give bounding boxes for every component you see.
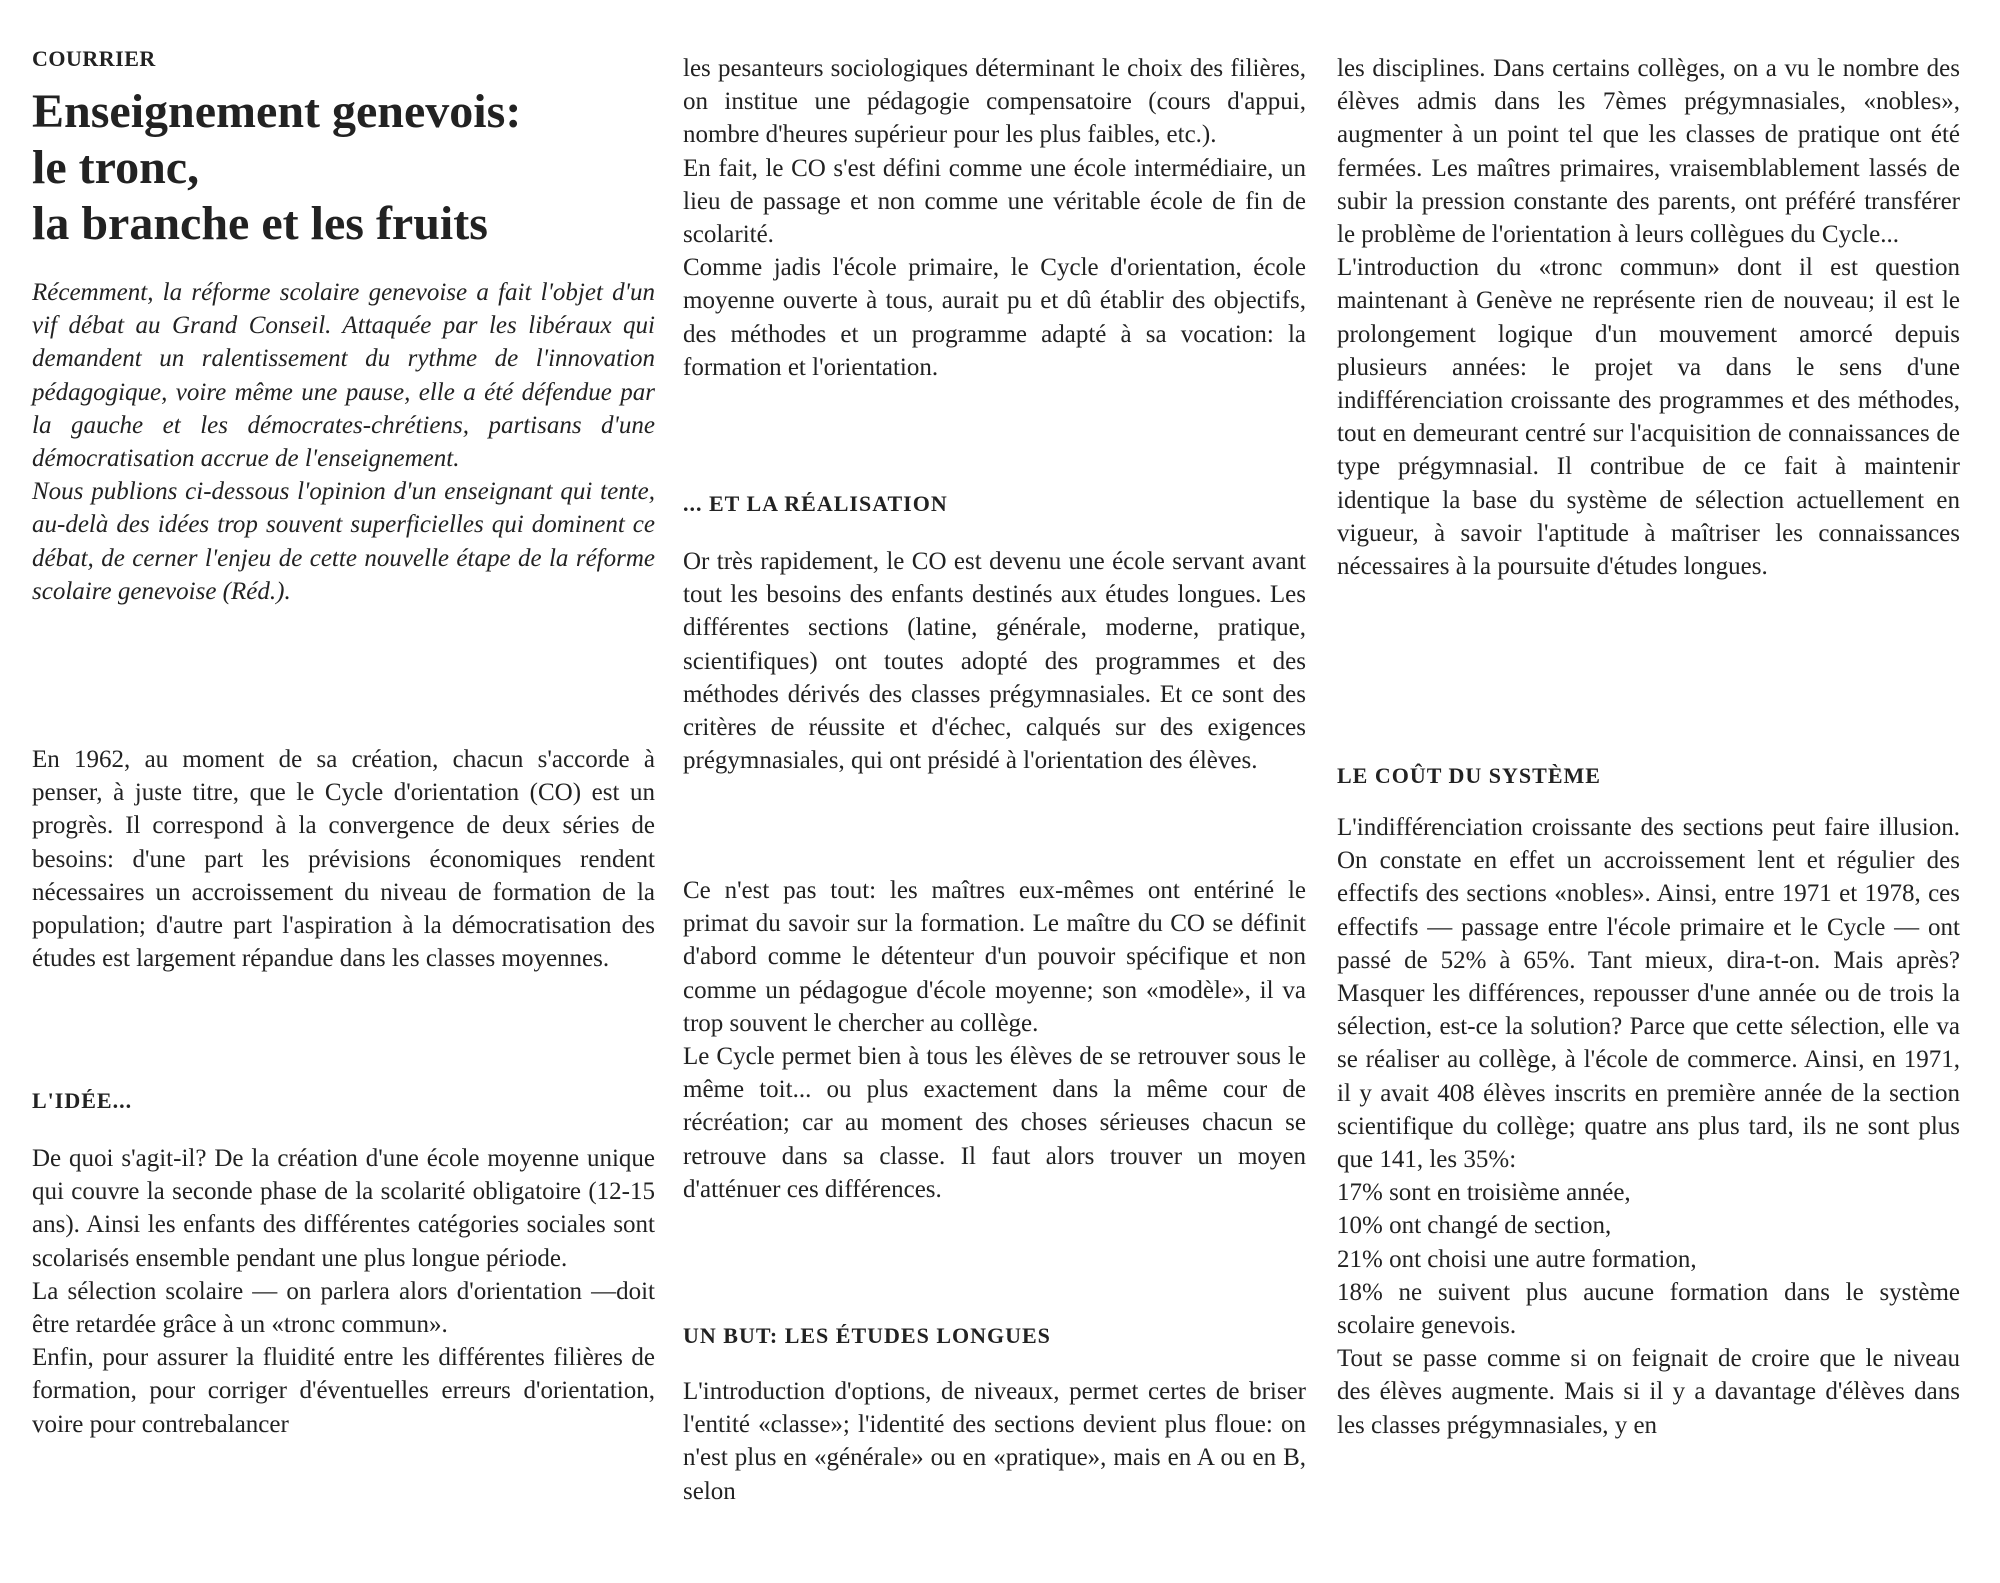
stat-line: 17% sont en troisième année,	[1337, 1179, 1631, 1207]
continuation-block	[1337, 52, 1960, 583]
body-paragraph: Le Cycle permet bien à tous les élèves de se retrouver sous le même toit... ou plus exactement dans la même cour de récréation; car au moment des choses sérieuses chacun se retrouve dans sa classe. Il faut alors trouver un moyen d'atténuer ces différences.	[683, 1043, 1306, 1203]
body-paragraph: L'introduction d'options, de niveaux, permet certes de briser l'entité «classe»; l'identité des sections devient plus floue: on n'est plus en «générale» ou en «pratique», mais en A ou en B, selon	[683, 1378, 1306, 1505]
continuation-block	[683, 52, 1306, 384]
headline-line-3: la branche et les fruits	[32, 197, 488, 250]
body-paragraph: Or très rapidement, le CO est devenu une école servant avant tout les besoins des enfants destinés aux études longues. Les différentes sections (latine, générale, moderne, pratique, scientifiques) ont toutes adopté des programmes et des méthodes dérivés des classes prégymnasiales. Et ce sont des critères de réussite et d'échec, calqués sur des exigences prégymnasiales, qui ont présidé à l'orientation des élèves.	[683, 548, 1306, 775]
lead-paragraph: Récemment, la réforme scolaire genevoise a fait l'objet d'un vif débat au Grand Conseil. Attaquée par les libéraux qui demandent un ralentissement du rythme de l'innovation pédagogique, voire même une pause, elle a été défendue par la gauche et les démocrates-chrétiens, partisans d'une démocratisation accrue de l'enseignement.	[32, 279, 655, 473]
body-paragraph: les disciplines. Dans certains collèges, on a vu le nombre des élèves admis dans les 7èmes prégymnasiales, «nobles», augmenter à un point tel que les classes de pratique ont été fermées. Les maîtres primaires, vraisemblablement lassés de subir la pression constante des parents, ont préféré transférer le problème de l'orientation à leurs collègues du Cycle...	[1337, 55, 1960, 249]
body-paragraph: En fait, le CO s'est défini comme une école intermédiaire, un lieu de passage et non comme une véritable école de fin de scolarité.	[683, 154, 1306, 249]
headline-line-2: le tronc,	[32, 141, 200, 194]
stat-line: 18% ne suivent plus aucune formation dans le système scolaire genevois.	[1337, 1278, 1960, 1340]
body-paragraph: La sélection scolaire — on parlera alors d'orientation —doit être retardée grâce à un «tronc commun».	[32, 1277, 655, 1339]
realisation-block	[683, 545, 1306, 777]
body-paragraph: L'indifférenciation croissante des sections peut faire illusion. On constate en effet un accroissement lent et régulier des effectifs des sections «nobles». Ainsi, entre 1971 et 1978, ces effectifs — passage entre l'école primaire et le Cycle — ont passé de 52% à 65%. Tant mieux, dira-t-on. Mais après? Masquer les différences, repousser d'une année ou de trois la sélection, est-ce la solution? Parce que cette sélection, elle va se réaliser au collège, à l'école de commerce. Ainsi, en 1971, il y avait 408 élèves inscrits en première année de la section scientifique du collège; quatre ans plus tard, ils ne sont plus que 141, les 35%:	[1337, 814, 1960, 1174]
body-paragraph: les pesanteurs sociologiques déterminant le choix des filières, on institue une pédagogie compensatoire (cours d'appui, nombre d'heures supérieur pour les plus faibles, etc.).	[683, 55, 1306, 149]
column-3	[1337, 0, 1960, 1583]
section-kicker: COURRIER	[32, 46, 156, 71]
subheading-cout: LE COÛT DU SYSTÈME	[1337, 763, 1601, 788]
lead-paragraph: Nous publions ci-dessous l'opinion d'un enseignant qui tente, au-delà des idées trop souvent superficielles qui dominent ce débat, de cerner l'enjeu de cette nouvelle étape de la réforme scolaire genevoise (Réd.).	[32, 478, 655, 605]
body-paragraph: Ce n'est pas tout: les maîtres eux-mêmes ont entériné le primat du savoir sur la formation. Le maître du CO se définit d'abord comme le détenteur d'un pouvoir spécifique et non comme un pédagogue d'école moyenne; son «modèle», il va trop souvent le chercher au collège.	[683, 877, 1306, 1037]
body-paragraph: Enfin, pour assurer la fluidité entre les différentes filières de formation, pour corriger d'éventuelles erreurs d'orientation, voire pour contrebalancer	[32, 1344, 655, 1438]
subheading-but: UN BUT: LES ÉTUDES LONGUES	[683, 1323, 1051, 1348]
but-block	[683, 1375, 1306, 1508]
cout-block	[1337, 811, 1960, 1442]
body-paragraph: Tout se passe comme si on feignait de croire que le niveau des élèves augmente. Mais si il y a davantage d'élèves dans les classes prégymnasiales, y en	[1337, 1345, 1960, 1439]
body-paragraph: De quoi s'agit-il? De la création d'une école moyenne unique qui couvre la seconde phase de la scolarité obligatoire (12-15 ans). Ainsi les enfants des différentes catégories sociales sont scolarisés ensemble pendant une plus longue période.	[32, 1145, 655, 1272]
stat-line: 21% ont choisi une autre formation,	[1337, 1245, 1697, 1273]
article-lead	[32, 276, 655, 608]
body-paragraph: L'introduction du «tronc commun» dont il est question maintenant à Genève ne représente rien de nouveau; il est le prolongement logique d'un mouvement amorcé depuis plusieurs années: le projet va dans le sens d'une indifférenciation croissante des programmes et des méthodes, tout en demeurant centré sur l'acquisition de connaissances de type prégymnasial. Il contribue de ce fait à maintenir identique la base du système de sélection actuellement en vigueur, à savoir l'aptitude à maîtriser les connaissances nécessaires à la poursuite d'études longues.	[1337, 254, 1960, 581]
realisation-block-2	[683, 874, 1306, 1206]
subheading-realisation: ... ET LA RÉALISATION	[683, 491, 948, 516]
column-1	[32, 0, 655, 1583]
article-headline	[32, 84, 655, 252]
subheading-idee: L'IDÉE...	[32, 1088, 133, 1113]
body-paragraph: En 1962, au moment de sa création, chacun s'accorde à penser, à juste titre, que le Cycle d'orientation (CO) est un progrès. Il correspond à la convergence de deux séries de besoins: d'une part les prévisions économiques rendent nécessaires un accroissement du niveau de formation de la population; d'autre part l'aspiration à la démocratisation des études est largement répandue dans les classes moyennes.	[32, 746, 655, 973]
intro-block	[32, 743, 655, 975]
column-2	[683, 0, 1306, 1583]
body-paragraph: Comme jadis l'école primaire, le Cycle d'orientation, école moyenne ouverte à tous, aurait pu et dû établir des objectifs, des méthodes et un programme adapté à sa vocation: la formation et l'orientation.	[683, 254, 1306, 381]
headline-line-1: Enseignement genevois:	[32, 85, 522, 138]
stat-line: 10% ont changé de section,	[1337, 1212, 1612, 1240]
idee-block	[32, 1142, 655, 1441]
